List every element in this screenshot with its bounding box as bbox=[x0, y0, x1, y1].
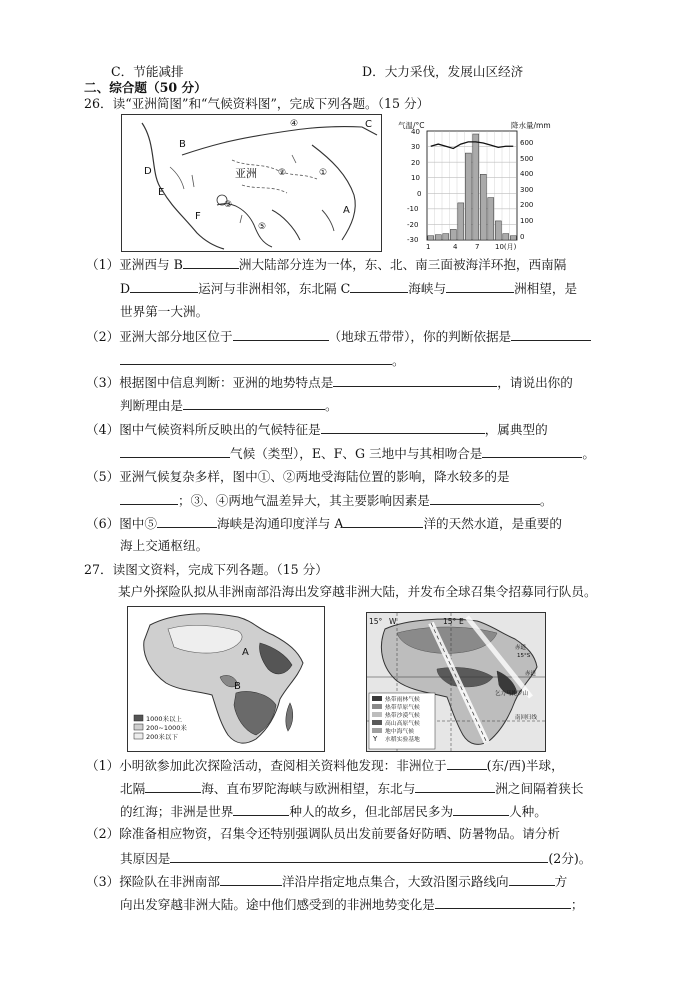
asia-map-letter: D bbox=[144, 166, 152, 177]
chart-right-tick: 100 bbox=[520, 217, 534, 225]
africa-climate-map bbox=[366, 612, 546, 752]
chart-x-tick: 7 bbox=[475, 243, 480, 251]
answer-blank[interactable] bbox=[157, 515, 217, 528]
chart-x-tick: 10(月) bbox=[495, 243, 517, 251]
answer-blank[interactable] bbox=[446, 280, 514, 293]
answer-blank[interactable] bbox=[120, 445, 230, 458]
chart-right-tick: 400 bbox=[520, 170, 534, 178]
chart-right-tick: 300 bbox=[520, 186, 534, 194]
terrain-map-letter: A bbox=[242, 647, 249, 658]
africa-terrain-map bbox=[127, 606, 325, 752]
precipitation-bar bbox=[458, 203, 464, 240]
answer-blank[interactable] bbox=[220, 873, 282, 886]
q26-2-line2: 。 bbox=[120, 352, 405, 369]
precipitation-bar bbox=[495, 221, 501, 240]
precipitation-bar bbox=[443, 234, 449, 240]
q26-5-line1: （5）亚洲气候复杂多样，图中①、②两地受海陆位置的影响，降水较多的是 bbox=[86, 469, 510, 484]
q27-1-line2: 北隔 海、直布罗陀海峡与欧洲相望，东北与 洲之间隔着狭长 bbox=[120, 781, 584, 796]
answer-blank[interactable] bbox=[435, 896, 571, 909]
answer-blank[interactable] bbox=[350, 280, 408, 293]
climate-map-label: W bbox=[389, 617, 397, 626]
answer-blank[interactable] bbox=[343, 515, 423, 528]
svg-text:Y: Y bbox=[373, 735, 378, 743]
q26-6-line1: （6）图中⑤ 海峡是沟通印度洋与 A 洋的天然水道，是重要的 bbox=[86, 516, 562, 531]
answer-blank[interactable] bbox=[321, 421, 485, 434]
climate-map-label: 15°S bbox=[517, 653, 531, 659]
q26-4-line1: （4）图中气候资料所反映出的气候特征是 ，属典型的 bbox=[86, 422, 548, 437]
q27-2-line2: 其原因是 (2分)。 bbox=[120, 851, 592, 866]
answer-blank[interactable] bbox=[415, 780, 495, 793]
chart-left-tick: 20 bbox=[411, 159, 420, 167]
chart-left-tick: 30 bbox=[411, 143, 420, 151]
chart-left-tick: -30 bbox=[407, 236, 419, 244]
q27-intro: 某户外探险队拟从非洲南部沿海出发穿越非洲大陆，并发布全球召集令招募同行队员。 bbox=[118, 584, 597, 599]
climate-map-label: E bbox=[459, 617, 464, 626]
precipitation-bar bbox=[435, 235, 441, 240]
terrain-map-letter: B bbox=[234, 681, 241, 692]
chart-right-axis-title: 降水量/mm bbox=[511, 121, 551, 130]
climate-legend-label: 地中海气候 bbox=[385, 729, 414, 735]
climate-legend-label: 热带沙漠气候 bbox=[385, 713, 420, 719]
answer-blank[interactable] bbox=[482, 445, 582, 458]
q26-2-line1: （2）亚洲大部分地区位于 （地球五带带），你的判断依据是 bbox=[86, 328, 591, 345]
climate-map-label: 赤道 bbox=[525, 671, 537, 677]
section-2-header: 二、综合题（50 分） bbox=[84, 80, 207, 95]
climate-legend-label: 水稻实验基地 bbox=[385, 737, 420, 743]
answer-blank[interactable] bbox=[170, 850, 548, 863]
q26-3-line1: （3）根据图中信息判断：亚洲的地势特点是 ，请说出你的 bbox=[86, 375, 573, 390]
q26-1-line3: 世界第一大洲。 bbox=[120, 304, 209, 319]
answer-blank[interactable] bbox=[120, 352, 392, 365]
chart-left-tick: 10 bbox=[411, 174, 420, 182]
chart-left-axis-title: 气温/°C bbox=[398, 121, 425, 130]
answer-blank[interactable] bbox=[233, 803, 289, 816]
answer-blank[interactable] bbox=[183, 397, 325, 410]
answer-blank[interactable] bbox=[183, 256, 239, 269]
chart-x-tick: 1 bbox=[426, 243, 431, 251]
precipitation-bar bbox=[503, 234, 509, 240]
precipitation-bar bbox=[488, 198, 494, 240]
q27-title: 27．读图文资料，完成下列各题。（15 分） bbox=[84, 562, 328, 577]
precipitation-bar bbox=[473, 134, 479, 240]
terrain-legend-label: 200~1000米 bbox=[146, 724, 187, 732]
chart-right-tick: 600 bbox=[520, 139, 534, 147]
asia-map-letter: A bbox=[343, 205, 350, 216]
chart-right-tick: 500 bbox=[520, 155, 534, 163]
answer-blank[interactable] bbox=[233, 328, 329, 341]
q27-2-line1: （2）除准备相应物资，召集令还特别强调队员出发前要备好防晒、防暑物品。请分析 bbox=[86, 826, 560, 841]
answer-blank[interactable] bbox=[145, 780, 201, 793]
asia-map-letter: E bbox=[158, 187, 165, 198]
chart-left-tick: 0 bbox=[417, 190, 422, 198]
q26-1-line2: D 运河与非洲相邻，东北隔 C 海峡与 洲相望，是 bbox=[120, 281, 578, 296]
precipitation-bar bbox=[450, 229, 456, 240]
climate-map-label: 15° bbox=[443, 617, 457, 626]
q27-1-line1: （1）小明欲参加此次探险活动，查阅相关资料他发现：非洲位于 (东/西)半球， bbox=[86, 758, 564, 773]
chart-x-tick: 4 bbox=[453, 243, 458, 251]
climate-legend-label: 热带草原气候 bbox=[385, 705, 420, 711]
q26-6-line2: 海上交通枢纽。 bbox=[120, 538, 209, 553]
asia-map-number: ④ bbox=[290, 119, 299, 129]
q27-3-line1: （3）探险队在非洲南部 洋沿岸指定地点集合，大致沿图示路线向 方 bbox=[86, 874, 568, 889]
chart-left-tick: -10 bbox=[407, 205, 419, 213]
q27-3-line2: 向出发穿越非洲大陆。途中他们感受到的非洲地势变化是 ； bbox=[120, 897, 584, 912]
answer-blank[interactable] bbox=[447, 757, 487, 770]
asia-map-number: ① bbox=[319, 168, 328, 178]
climate-map-label: 赤道 bbox=[515, 645, 527, 651]
precipitation-bar bbox=[428, 236, 434, 240]
q26-5-line2: ；③、④两地气温差异大，其主要影响因素是 。 bbox=[120, 492, 552, 509]
precipitation-bar bbox=[465, 153, 471, 240]
climate-chart bbox=[396, 117, 556, 253]
chart-right-tick: 0 bbox=[520, 233, 525, 241]
answer-blank[interactable] bbox=[453, 803, 509, 816]
q26-title: 26．读“亚洲简图”和“气候资料图”，完成下列各题。（15 分） bbox=[84, 96, 430, 111]
climate-legend-label: 热带雨林气候 bbox=[385, 697, 420, 703]
chart-left-tick: -20 bbox=[407, 221, 419, 229]
precipitation-bar bbox=[480, 174, 486, 240]
chart-left-tick: 40 bbox=[411, 128, 420, 136]
precipitation-bar bbox=[510, 236, 516, 240]
answer-blank[interactable] bbox=[120, 492, 178, 505]
q26-3-line2: 判断理由是 。 bbox=[120, 398, 338, 413]
asia-map-number: ⑤ bbox=[258, 222, 267, 232]
asia-map-letter: C bbox=[365, 119, 372, 130]
q27-1-line3: 的红海；非洲是世界 种人的故乡，但北部居民多为 人种。 bbox=[120, 804, 547, 819]
asia-map-number: ② bbox=[278, 168, 287, 178]
climate-map-label: 乞力马扎罗山 bbox=[495, 691, 529, 697]
q26-1-line1: （1）亚洲西与 B 洲大陆部分连为一体，东、北、南三面被海洋环抱，西南隔 bbox=[86, 257, 567, 272]
answer-blank[interactable] bbox=[430, 492, 540, 505]
asia-map-number: ③ bbox=[224, 200, 233, 210]
option-c: C．节能减排 bbox=[111, 64, 184, 79]
asia-map-continent-label: 亚洲 bbox=[235, 167, 257, 180]
option-d: D．大力采伐，发展山区经济 bbox=[362, 64, 524, 79]
asia-map-letter: B bbox=[179, 139, 186, 150]
chart-right-tick: 200 bbox=[520, 201, 534, 209]
climate-map-label: 南回归线 bbox=[515, 715, 538, 721]
answer-blank[interactable] bbox=[333, 374, 497, 387]
answer-blank[interactable] bbox=[509, 873, 555, 886]
terrain-legend-label: 200米以下 bbox=[146, 733, 178, 741]
answer-blank[interactable] bbox=[130, 280, 198, 293]
climate-map-label: 15° bbox=[369, 617, 383, 626]
climate-legend-label: 高山高原气候 bbox=[385, 721, 420, 727]
asia-map-letter: F bbox=[195, 211, 201, 222]
answer-blank[interactable] bbox=[511, 328, 591, 341]
q26-4-line2: 气候（类型），E、F、G 三地中与其相吻合是 。 bbox=[120, 445, 595, 462]
asia-map bbox=[121, 114, 382, 252]
terrain-legend-label: 1000米以上 bbox=[146, 715, 183, 723]
